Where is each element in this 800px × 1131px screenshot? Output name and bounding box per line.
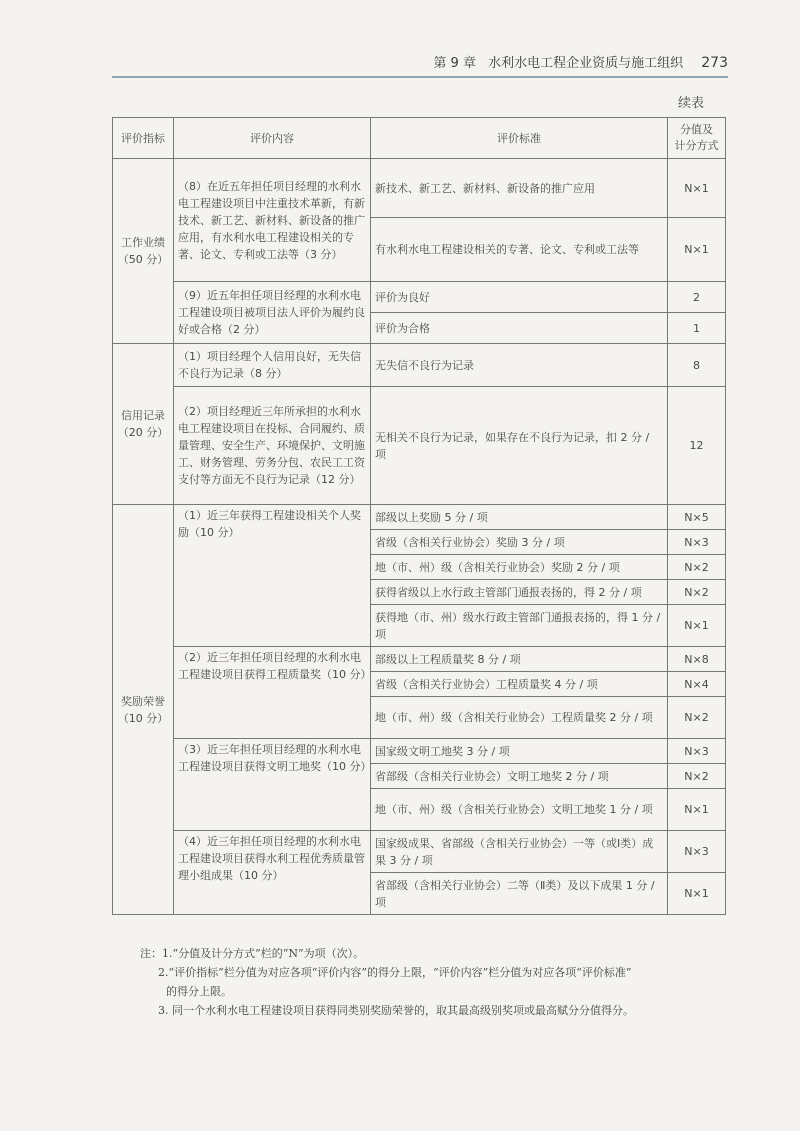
content-cell: （3）近三年担任项目经理的水利水电工程建设项目获得文明工地奖（10 分） (174, 739, 371, 831)
criteria-cell: 评价为良好 (371, 282, 668, 313)
criteria-cell: 国家级文明工地奖 3 分 / 项 (371, 739, 668, 764)
content-cell: （1）项目经理个人信用良好，无失信不良行为记录（8 分） (174, 344, 371, 387)
score-cell: N×3 (668, 831, 726, 873)
page-number: 273 (701, 55, 728, 71)
content-cell: （1）近三年获得工程建设相关个人奖励（10 分） (174, 505, 371, 647)
criteria-cell: 省部级（含相关行业协会）文明工地奖 2 分 / 项 (371, 764, 668, 789)
table-body (113, 159, 726, 915)
score-cell: N×5 (668, 505, 726, 530)
column-header: 分值及 计分方式 (668, 118, 726, 159)
score-cell: 2 (668, 282, 726, 313)
table-row (113, 344, 726, 387)
criteria-cell: 国家级成果、省部级（含相关行业协会）一等（或Ⅰ类）成果 3 分 / 项 (371, 831, 668, 873)
criteria-cell: 省级（含相关行业协会）工程质量奖 4 分 / 项 (371, 672, 668, 697)
criteria-cell: 无相关不良行为记录，如果存在不良行为记录，扣 2 分 / 项 (371, 387, 668, 505)
score-cell: 1 (668, 313, 726, 344)
criteria-cell: 无失信不良行为记录 (371, 344, 668, 387)
indicator-cell: 信用记录 （20 分） (113, 344, 174, 505)
score-cell: N×2 (668, 764, 726, 789)
score-cell: 12 (668, 387, 726, 505)
table-header-row (113, 118, 726, 159)
header-rule (112, 76, 728, 78)
criteria-cell: 新技术、新工艺、新材料、新设备的推广应用 (371, 159, 668, 218)
criteria-cell: 省级（含相关行业协会）奖励 3 分 / 项 (371, 530, 668, 555)
score-cell: N×1 (668, 159, 726, 218)
table-notes (140, 944, 740, 1020)
evaluation-table (112, 117, 726, 915)
note-line: 3. 同一个水利水电工程建设项目获得同类别奖励荣誉的，取其最高级别奖项或最高赋分分值得分。 (158, 1004, 634, 1017)
score-cell: N×3 (668, 739, 726, 764)
chapter-number: 第 9 章 (433, 56, 476, 71)
content-cell: （2）项目经理近三年所承担的水利水电工程建设项目在投标、合同履约、质量管理、安全生产、环境保护、文明施工、财务管理、劳务分包、农民工工资支付等方面无不良行为记录（12 分） (174, 387, 371, 505)
score-cell: 8 (668, 344, 726, 387)
indicator-cell: 奖励荣誉 （10 分） (113, 505, 174, 915)
content-cell: （8）在近五年担任项目经理的水利水电工程建设项目中注重技术革新，有新技术、新工艺、新材料、新设备的推广应用，有水利水电工程建设相关的专著、论文、专利或工法等（3 分） (174, 159, 371, 282)
note-line: 的得分上限。 (166, 985, 232, 998)
column-header: 评价内容 (174, 118, 371, 159)
table-row (113, 739, 726, 764)
table-row (113, 282, 726, 313)
score-cell: N×8 (668, 647, 726, 672)
score-cell: N×2 (668, 555, 726, 580)
criteria-cell: 部级以上奖励 5 分 / 项 (371, 505, 668, 530)
criteria-cell: 获得省级以上水行政主管部门通报表扬的，得 2 分 / 项 (371, 580, 668, 605)
table-row (113, 159, 726, 218)
chapter-title: 水利水电工程企业资质与施工组织 (488, 56, 684, 71)
table-row (113, 505, 726, 530)
criteria-cell: 部级以上工程质量奖 8 分 / 项 (371, 647, 668, 672)
score-cell: N×2 (668, 697, 726, 739)
criteria-cell: 评价为合格 (371, 313, 668, 344)
table-row (113, 647, 726, 672)
criteria-cell: 地（市、州）级（含相关行业协会）奖励 2 分 / 项 (371, 555, 668, 580)
column-header: 评价指标 (113, 118, 174, 159)
table-row (113, 831, 726, 873)
indicator-cell: 工作业绩 （50 分） (113, 159, 174, 344)
criteria-cell: 有水利水电工程建设相关的专著、论文、专利或工法等 (371, 218, 668, 282)
criteria-cell: 省部级（含相关行业协会）二等（Ⅱ类）及以下成果 1 分 / 项 (371, 873, 668, 915)
score-cell: N×1 (668, 605, 726, 647)
score-cell: N×1 (668, 218, 726, 282)
criteria-cell: 获得地（市、州）级水行政主管部门通报表扬的，得 1 分 / 项 (371, 605, 668, 647)
running-header (112, 50, 728, 74)
score-cell: N×1 (668, 789, 726, 831)
score-cell: N×2 (668, 580, 726, 605)
continued-label: 续表 (677, 96, 704, 111)
note-line: 2.“评价指标”栏分值为对应各项“评价内容”的得分上限，“评价内容”栏分值为对应各项“评价标准” (158, 966, 632, 979)
note-line (140, 944, 740, 963)
table-row (113, 387, 726, 505)
content-cell: （4）近三年担任项目经理的水利水电工程建设项目获得水利工程优秀质量管理小组成果（10 分） (174, 831, 371, 915)
criteria-cell: 地（市、州）级（含相关行业协会）文明工地奖 1 分 / 项 (371, 789, 668, 831)
content-cell: （2）近三年担任项目经理的水利水电工程建设项目获得工程质量奖（10 分） (174, 647, 371, 739)
score-cell: N×3 (668, 530, 726, 555)
note-prefix: 注： (140, 947, 162, 960)
score-cell: N×4 (668, 672, 726, 697)
content-cell: （9）近五年担任项目经理的水利水电工程建设项目被项目法人评价为履约良好或合格（2 分） (174, 282, 371, 344)
note-text: 1.“分值及计分方式”栏的“N”为项（次）。 (162, 947, 365, 960)
column-header: 评价标准 (371, 118, 668, 159)
header-text (433, 52, 728, 71)
criteria-cell: 地（市、州）级（含相关行业协会）工程质量奖 2 分 / 项 (371, 697, 668, 739)
score-cell: N×1 (668, 873, 726, 915)
